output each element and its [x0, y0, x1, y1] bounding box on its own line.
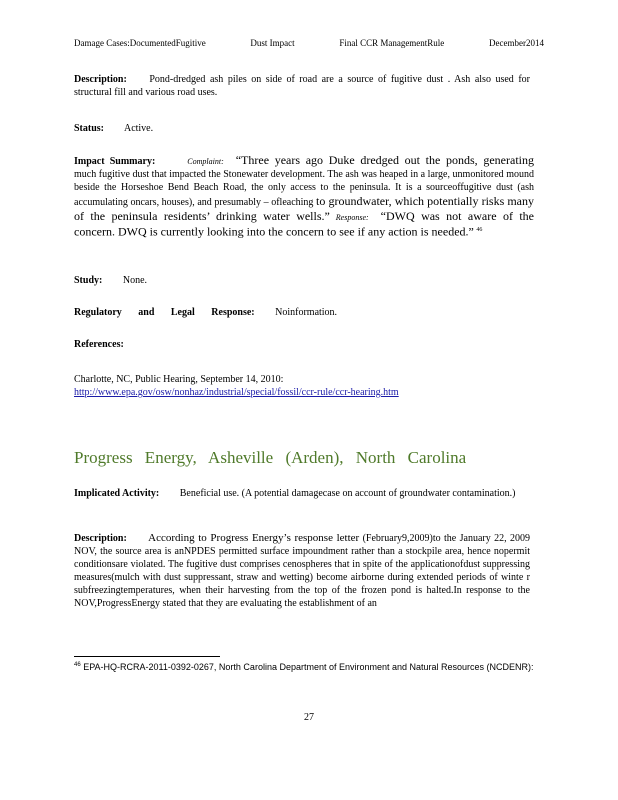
impact-label: Impact Summary:	[74, 156, 156, 167]
case1-references-heading	[74, 338, 530, 351]
status-label: Status:	[74, 123, 105, 134]
case1-regulatory	[74, 306, 530, 319]
case1-study	[74, 274, 530, 287]
description-text: Pond-dredged ash piles on side of road are a source of fugitive dust . Ash also used for structural fill and various road uses.	[74, 74, 531, 98]
description-label: Description:	[74, 74, 127, 85]
case1-impact-summary	[74, 153, 534, 239]
implicated-label: Implicated Activity:	[74, 488, 160, 499]
case1-reference	[74, 373, 530, 399]
footnote-ref: 46	[476, 227, 483, 233]
footnote-text: EPA-HQ-RCRA-2011-0392-0267, North Carolina Department of Environment and Natural Resources (NCDENR):	[83, 662, 534, 672]
case2-description-label: Description:	[74, 533, 127, 544]
response-label: Response:	[335, 213, 369, 222]
case2-implicated-activity	[74, 487, 530, 500]
header-rule: Final CCR ManagementRule	[339, 38, 445, 48]
case2-description-text: the January 22, 2009 NOV, the source area is anNPDES permitted surface impoundment rather than a stockpile area, hence nopermit conditionsare violated. The fugitive dust comprises cenospheres that in spite of the applicationofdust suppressing measures(mulch with dust suppressant, straw and wetting) become airborne during extended periods of winte r subfreezingtemperatures, when their harvesting from the top of the frozen pond is halted.In response to the NOV,ProgressEnergy stated that they are evaluating the establishment of an	[74, 533, 530, 609]
reference-text: Charlotte, NC, Public Hearing, September 14, 2010:	[74, 374, 284, 385]
footnote	[74, 660, 544, 673]
complaint-quote-start: “Three years ago Duke dredged out the ponds, generating	[235, 153, 534, 167]
implicated-text: Beneficial use. (A potential damagecase on account of groundwater contamination.)	[179, 488, 516, 499]
regulatory-label: Regulatory and Legal Response:	[74, 307, 255, 318]
complaint-label: Complaint:	[187, 157, 224, 166]
study-text: None.	[122, 275, 148, 286]
header-doc-type: Damage Cases:DocumentedFugitive	[74, 38, 206, 48]
footnote-separator	[74, 656, 220, 657]
references-label: References:	[74, 339, 124, 350]
case1-status	[74, 122, 530, 135]
case2-description-lead: According to Progress Energy’s response letter	[148, 532, 360, 544]
page-number: 27	[304, 712, 314, 723]
response-quote: “DWQ was not aware of the concern. DWQ is currently looking into the concern to see if any action is needed.”	[74, 209, 535, 239]
header-topic: Dust Impact	[250, 38, 295, 48]
case1-description	[74, 73, 530, 99]
complaint-middle: much fugitive dust that impacted the Stonewater development. The ash was heaped in a large, unmonitored mound beside the Horseshoe Bend Beach Road, the only access to the peninsula. It is a sourceoffugitive dust (ash accumulating oncars, houses), and presumably – ofleaching	[74, 169, 534, 208]
header-date: December2014	[488, 38, 544, 48]
running-header	[74, 38, 544, 48]
regulatory-text: Noinformation.	[275, 307, 338, 318]
case2-description-paren: (February9,2009)to	[362, 533, 441, 544]
study-label: Study:	[74, 275, 103, 286]
complaint-quote-end: to groundwater, which potentially risks many of the peninsula residents’ drinking water wells.”	[74, 194, 535, 223]
status-text: Active.	[123, 123, 154, 134]
reference-link[interactable]: http://www.epa.gov/osw/nonhaz/industrial/special/fossil/ccr-rule/ccr-hearing.htm	[74, 387, 399, 398]
case2-title: Progress Energy, Asheville (Arden), North Carolina	[74, 448, 467, 467]
case2-description	[74, 532, 530, 610]
footnote-number: 46	[74, 662, 81, 668]
